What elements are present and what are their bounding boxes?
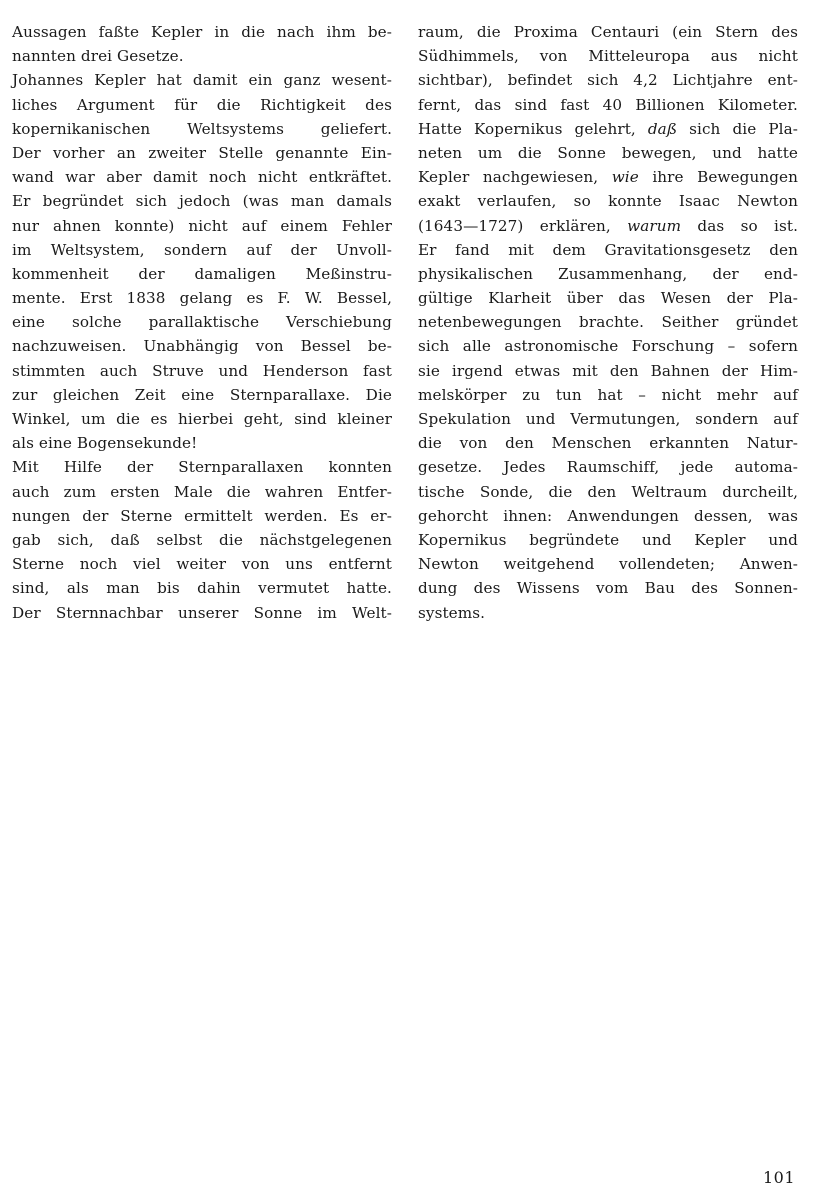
text-segment: neten um die Sonne bewegen, und hatte: [418, 143, 798, 162]
text-line: eine solche parallaktische Verschiebung: [12, 313, 392, 332]
text-segment: die von den Menschen erkannten Natur-: [418, 434, 798, 453]
text-line: [418, 165, 798, 189]
text-line: [418, 44, 798, 68]
text-segment: sich die Pla-: [677, 119, 798, 138]
text-line: [418, 552, 798, 576]
left-text-column: [12, 20, 392, 625]
text-segment: systems.: [418, 603, 486, 622]
text-segment: Er fand mit dem Gravitationsgesetz den: [418, 240, 798, 259]
text-line: sind, als man bis dahin vermutet hatte.: [12, 579, 392, 598]
text-line: kopernikanischen Weltsystems geliefert.: [12, 119, 392, 138]
text-line: [418, 310, 798, 334]
text-line: Der Sternnachbar unserer Sonne im Welt-: [12, 603, 392, 622]
emphasized-word: daß: [647, 119, 678, 138]
text-segment: netenbewegungen brachte. Seither gründet: [418, 313, 798, 332]
emphasized-word: warum: [627, 216, 682, 235]
text-line: Der vorher an zweiter Stelle genannte Ein-: [12, 143, 392, 162]
right-text-column: [418, 20, 798, 625]
text-line: [418, 334, 798, 358]
text-line: [418, 68, 798, 92]
text-segment: tische Sonde, die den Weltraum durcheilt,: [418, 482, 798, 501]
text-segment: gehorcht ihnen: Anwendungen dessen, was: [418, 506, 798, 525]
text-segment: melskörper zu tun hat – nicht mehr auf: [418, 385, 798, 404]
text-line: nannten drei Gesetze.: [12, 47, 184, 66]
text-line: als eine Bogensekunde!: [12, 434, 198, 453]
text-segment: exakt verlaufen, so konnte Isaac Newton: [418, 192, 798, 211]
text-line: auch zum ersten Male die wahren Entfer-: [12, 482, 392, 501]
text-line: [418, 20, 798, 44]
text-segment: ihre Bewegungen: [638, 168, 798, 187]
text-line: zur gleichen Zeit eine Sternparallaxe. Die: [12, 385, 392, 404]
text-line: [418, 407, 798, 431]
text-line: stimmten auch Struve und Henderson fast: [12, 361, 392, 380]
text-line: [418, 286, 798, 310]
text-segment: sichtbar), befindet sich 4,2 Lichtjahre ent-: [418, 71, 798, 90]
text-line: [418, 431, 798, 455]
page-number: 101: [762, 1168, 795, 1187]
text-line: im Weltsystem, sondern auf der Unvoll-: [12, 240, 392, 259]
text-line: [418, 238, 798, 262]
text-line: Aussagen faßte Kepler in die nach ihm be-: [12, 23, 392, 41]
text-line: gab sich, daß selbst die nächstgelegenen: [12, 530, 392, 549]
text-line: [418, 455, 798, 479]
text-line: [418, 601, 798, 625]
text-segment: fernt, das sind fast 40 Billionen Kilometer.: [418, 95, 798, 114]
text-line: kommenheit der damaligen Meßinstru-: [12, 264, 392, 283]
text-segment: raum, die Proxima Centauri (ein Stern des: [418, 23, 798, 41]
text-segment: das so ist.: [681, 216, 798, 235]
text-segment: Newton weitgehend vollendeten; Anwen-: [418, 555, 798, 574]
text-line: [418, 117, 798, 141]
text-segment: dung des Wissens vom Bau des Sonnen-: [418, 579, 798, 598]
text-segment: sich alle astronomische Forschung – sofern: [418, 337, 798, 356]
text-segment: sie irgend etwas mit den Bahnen der Him-: [418, 361, 798, 380]
text-line: [418, 93, 798, 117]
text-line: wand war aber damit noch nicht entkräftet.: [12, 168, 392, 187]
text-line: Winkel, um die es hierbei geht, sind kleiner: [12, 410, 392, 428]
text-segment: physikalischen Zusammenhang, der end-: [418, 264, 798, 283]
text-segment: Spekulation und Vermutungen, sondern auf: [418, 410, 798, 428]
text-segment: Kepler nachgewiesen,: [418, 168, 612, 187]
text-line: Sterne noch viel weiter von uns entfernt: [12, 555, 392, 574]
text-line: [418, 214, 798, 238]
text-line: Johannes Kepler hat damit ein ganz wesent-: [12, 71, 392, 90]
text-line: [418, 262, 798, 286]
text-line: [418, 504, 798, 528]
text-line: [418, 189, 798, 213]
text-line: [418, 480, 798, 504]
text-segment: gültige Klarheit über das Wesen der Pla-: [418, 289, 798, 308]
text-segment: Hatte Kopernikus gelehrt,: [418, 119, 648, 138]
text-line: nur ahnen konnte) nicht auf einem Fehler: [12, 216, 392, 235]
text-line: [418, 528, 798, 552]
text-segment: Südhimmels, von Mitteleuropa aus nicht: [418, 47, 798, 66]
text-line: nachzuweisen. Unabhängig von Bessel be-: [12, 337, 392, 356]
text-line: nungen der Sterne ermittelt werden. Es er-: [12, 506, 392, 525]
text-segment: Kopernikus begründete und Kepler und: [418, 530, 798, 549]
text-segment: gesetze. Jedes Raumschiff, jede automa-: [418, 458, 798, 477]
text-line: Mit Hilfe der Sternparallaxen konnten: [12, 458, 392, 477]
text-line: liches Argument für die Richtigkeit des: [12, 95, 392, 114]
text-line: [418, 576, 798, 600]
text-line: mente. Erst 1838 gelang es F. W. Bessel,: [12, 289, 392, 308]
text-line: [418, 141, 798, 165]
emphasized-word: wie: [611, 168, 639, 187]
text-segment: (1643—1727) erklären,: [418, 216, 628, 235]
text-line: [418, 359, 798, 383]
text-line: [418, 383, 798, 407]
text-line: Er begründet sich jedoch (was man damals: [12, 192, 392, 211]
